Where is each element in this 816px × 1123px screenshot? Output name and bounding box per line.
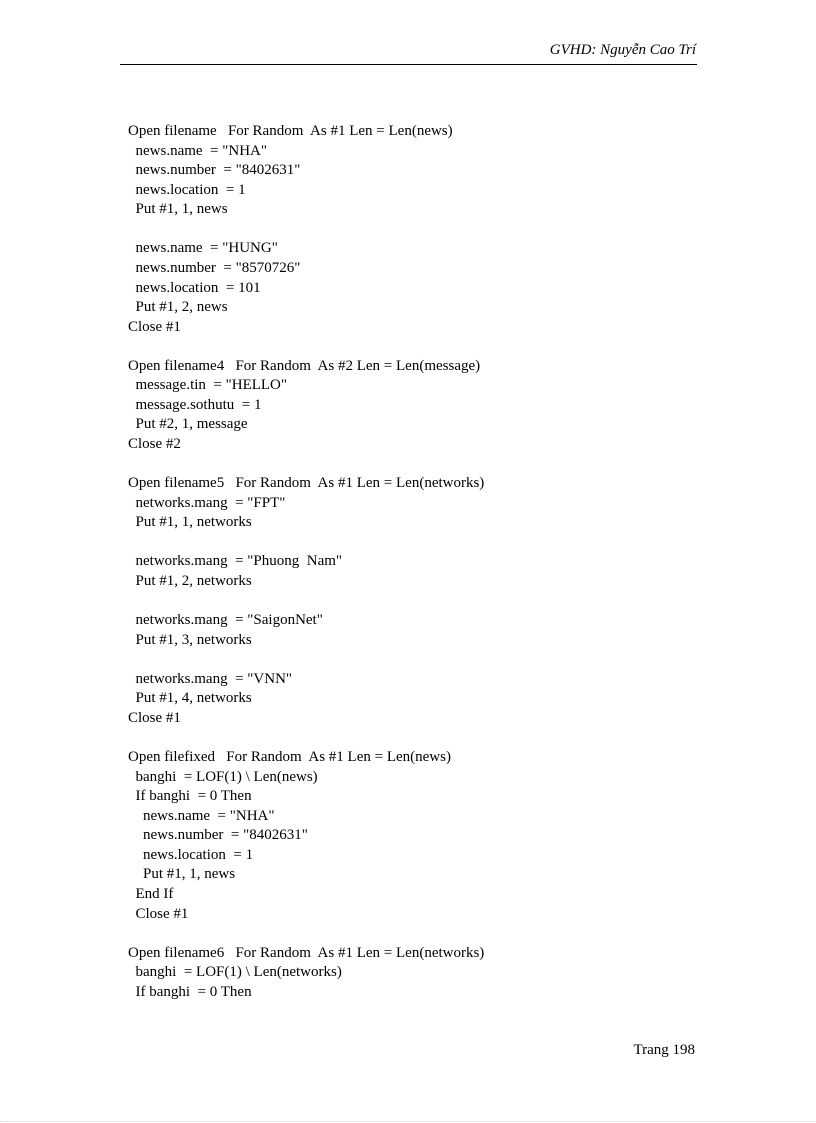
code-line: message.tin = "HELLO" <box>128 377 288 394</box>
code-line: news.location = 1 <box>128 181 246 198</box>
code-line: Put #1, 1, networks <box>128 514 252 531</box>
code-line: banghi = LOF(1) \ Len(news) <box>128 768 318 785</box>
code-line: Open filename4 For Random As #2 Len = Len(message) <box>128 357 481 374</box>
code-line: Open filename For Random As #1 Len = Len(news) <box>128 123 453 139</box>
code-line <box>128 220 484 240</box>
code-line: news.number = "8570726" <box>128 259 301 276</box>
code-line: Put #1, 1, news <box>128 866 236 883</box>
code-line <box>128 337 484 357</box>
code-line: news.number = "8402631" <box>128 827 308 844</box>
code-line <box>128 650 484 670</box>
code-line: news.name = "NHA" <box>128 142 268 159</box>
code-line: If banghi = 0 Then <box>128 983 252 1000</box>
code-line: banghi = LOF(1) \ Len(networks) <box>128 964 342 981</box>
code-line <box>128 455 484 475</box>
header-divider <box>120 64 697 65</box>
code-line: networks.mang = "Phuong Nam" <box>128 553 343 570</box>
code-line: networks.mang = "VNN" <box>128 670 293 687</box>
code-line: news.name = "HUNG" <box>128 240 278 257</box>
code-line <box>128 592 484 612</box>
page-number: Trang 198 <box>633 1042 695 1058</box>
code-line: Open filename5 For Random As #1 Len = Len(networks) <box>128 475 485 492</box>
code-line: Close #2 <box>128 436 181 452</box>
code-line: Close #1 <box>128 905 189 922</box>
code-line: Put #1, 2, networks <box>128 572 252 589</box>
code-line: End If <box>128 885 174 902</box>
code-line: message.sothutu = 1 <box>128 396 262 413</box>
code-line: Put #1, 1, news <box>128 201 228 218</box>
page-bottom-edge <box>0 1121 816 1122</box>
code-line: Close #1 <box>128 709 181 726</box>
code-line <box>128 924 484 944</box>
code-line: If banghi = 0 Then <box>128 788 252 805</box>
code-line: news.location = 1 <box>128 846 254 863</box>
code-line: Open filename6 For Random As #1 Len = Len(networks) <box>128 944 485 961</box>
code-line: Put #1, 4, networks <box>128 690 252 707</box>
code-line: Open filefixed For Random As #1 Len = Len(news) <box>128 749 451 765</box>
header-instructor: GVHD: Nguyễn Cao Trí <box>549 42 696 58</box>
code-line: news.name = "NHA" <box>128 807 275 824</box>
code-line <box>128 728 484 748</box>
code-line <box>128 533 484 553</box>
code-listing <box>128 122 484 1002</box>
code-line: news.location = 101 <box>128 279 261 296</box>
code-line: networks.mang = "FPT" <box>128 494 286 511</box>
code-line: networks.mang = "SaigonNet" <box>128 612 323 629</box>
code-line: Put #1, 2, news <box>128 299 228 316</box>
code-line: Close #1 <box>128 318 181 335</box>
code-line: Put #1, 3, networks <box>128 631 252 648</box>
code-line: Put #2, 1, message <box>128 416 248 433</box>
code-line: news.number = "8402631" <box>128 162 301 179</box>
